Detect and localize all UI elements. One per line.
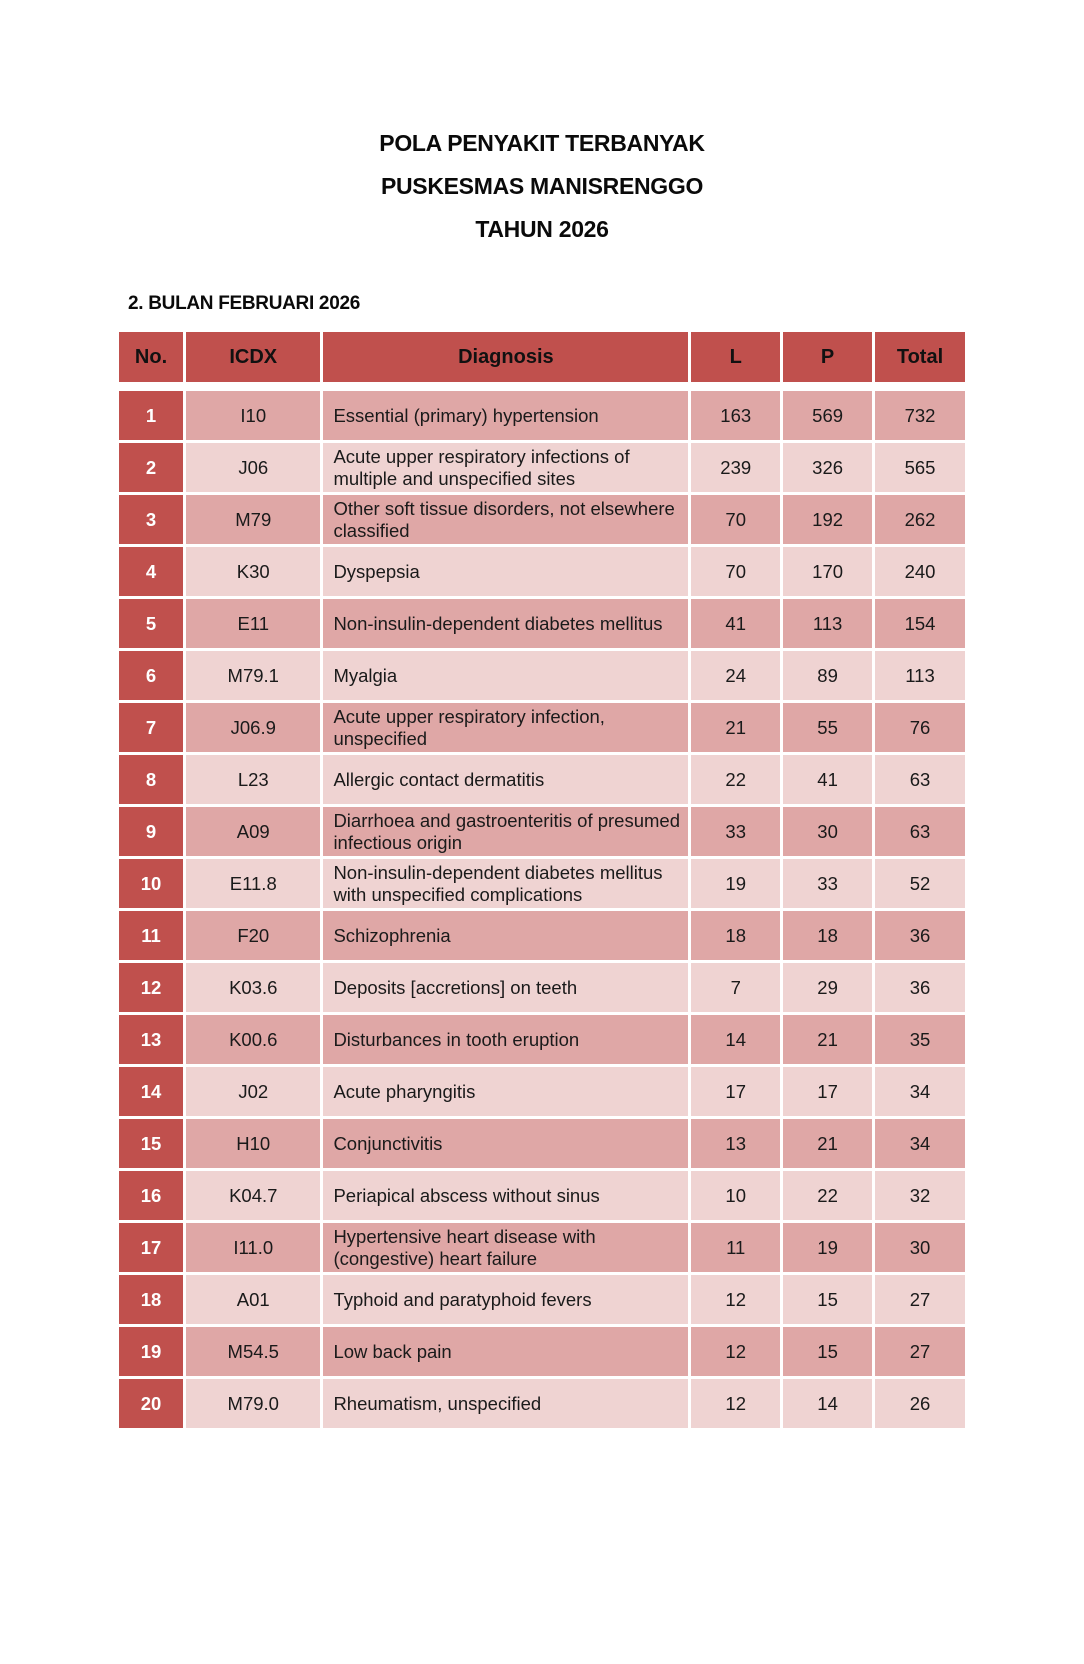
- disease-table: [116, 329, 968, 1431]
- cell-l: 33: [691, 807, 780, 856]
- cell-total: 34: [875, 1067, 965, 1116]
- cell-p: 326: [783, 443, 872, 492]
- cell-p: 569: [783, 391, 872, 440]
- cell-no: 2: [119, 443, 183, 492]
- table-row: [119, 1275, 965, 1324]
- cell-p: 21: [783, 1119, 872, 1168]
- cell-diagnosis: Schizophrenia: [323, 911, 688, 960]
- cell-no: 16: [119, 1171, 183, 1220]
- cell-p: 33: [783, 859, 872, 908]
- cell-no: 12: [119, 963, 183, 1012]
- cell-diagnosis: Typhoid and paratyphoid fevers: [323, 1275, 688, 1324]
- table-header: [119, 332, 965, 388]
- cell-no: 3: [119, 495, 183, 544]
- cell-no: 17: [119, 1223, 183, 1272]
- cell-diagnosis: Dyspepsia: [323, 547, 688, 596]
- header-p: P: [783, 332, 872, 382]
- cell-l: 7: [691, 963, 780, 1012]
- table-row: [119, 807, 965, 856]
- cell-l: 19: [691, 859, 780, 908]
- table-row: [119, 1379, 965, 1428]
- cell-p: 21: [783, 1015, 872, 1064]
- cell-no: 6: [119, 651, 183, 700]
- cell-diagnosis: Hypertensive heart disease with (congestive) heart failure: [323, 1223, 688, 1272]
- cell-icdx: K00.6: [186, 1015, 320, 1064]
- table-row: [119, 443, 965, 492]
- cell-diagnosis: Non-insulin-dependent diabetes mellitus: [323, 599, 688, 648]
- table-row: [119, 911, 965, 960]
- table-row: [119, 1223, 965, 1272]
- cell-total: 35: [875, 1015, 965, 1064]
- cell-total: 63: [875, 807, 965, 856]
- cell-p: 15: [783, 1275, 872, 1324]
- document-title: [0, 122, 1084, 251]
- cell-no: 11: [119, 911, 183, 960]
- table-row: [119, 1171, 965, 1220]
- title-line-2: PUSKESMAS MANISRENGGO: [380, 173, 704, 199]
- cell-diagnosis: Acute pharyngitis: [323, 1067, 688, 1116]
- cell-total: 76: [875, 703, 965, 752]
- cell-l: 21: [691, 703, 780, 752]
- cell-total: 36: [875, 911, 965, 960]
- cell-l: 24: [691, 651, 780, 700]
- cell-no: 4: [119, 547, 183, 596]
- cell-icdx: I10: [186, 391, 320, 440]
- cell-total: 154: [875, 599, 965, 648]
- cell-p: 17: [783, 1067, 872, 1116]
- cell-l: 239: [691, 443, 780, 492]
- cell-diagnosis: Myalgia: [323, 651, 688, 700]
- cell-total: 63: [875, 755, 965, 804]
- cell-l: 70: [691, 547, 780, 596]
- cell-diagnosis: Acute upper respiratory infections of multiple and unspecified sites: [323, 443, 688, 492]
- header-no: No.: [119, 332, 183, 382]
- cell-no: 18: [119, 1275, 183, 1324]
- cell-total: 26: [875, 1379, 965, 1428]
- cell-diagnosis: Deposits [accretions] on teeth: [323, 963, 688, 1012]
- spacer-cell: [119, 385, 965, 388]
- cell-l: 22: [691, 755, 780, 804]
- cell-icdx: K04.7: [186, 1171, 320, 1220]
- table-row: [119, 651, 965, 700]
- cell-icdx: K03.6: [186, 963, 320, 1012]
- cell-no: 7: [119, 703, 183, 752]
- cell-diagnosis: Periapical abscess without sinus: [323, 1171, 688, 1220]
- cell-l: 12: [691, 1275, 780, 1324]
- table-row: [119, 391, 965, 440]
- cell-diagnosis: Conjunctivitis: [323, 1119, 688, 1168]
- cell-p: 14: [783, 1379, 872, 1428]
- table-row: [119, 859, 965, 908]
- cell-no: 5: [119, 599, 183, 648]
- cell-p: 113: [783, 599, 872, 648]
- cell-icdx: M79.0: [186, 1379, 320, 1428]
- cell-total: 732: [875, 391, 965, 440]
- header-row: [119, 332, 965, 382]
- cell-icdx: H10: [186, 1119, 320, 1168]
- cell-diagnosis: Essential (primary) hypertension: [323, 391, 688, 440]
- cell-total: 262: [875, 495, 965, 544]
- header-icdx: ICDX: [186, 332, 320, 382]
- cell-no: 13: [119, 1015, 183, 1064]
- cell-p: 29: [783, 963, 872, 1012]
- cell-l: 14: [691, 1015, 780, 1064]
- cell-p: 15: [783, 1327, 872, 1376]
- cell-total: 34: [875, 1119, 965, 1168]
- cell-icdx: J06.9: [186, 703, 320, 752]
- cell-p: 170: [783, 547, 872, 596]
- disease-table-container: [119, 332, 965, 1431]
- cell-icdx: A01: [186, 1275, 320, 1324]
- cell-icdx: M54.5: [186, 1327, 320, 1376]
- table-row: [119, 495, 965, 544]
- cell-diagnosis: Diarrhoea and gastroenteritis of presumed infectious origin: [323, 807, 688, 856]
- cell-diagnosis: Acute upper respiratory infection, unspecified: [323, 703, 688, 752]
- table-row: [119, 1015, 965, 1064]
- cell-total: 565: [875, 443, 965, 492]
- table-row: [119, 599, 965, 648]
- cell-p: 30: [783, 807, 872, 856]
- cell-p: 192: [783, 495, 872, 544]
- title-line-1: POLA PENYAKIT TERBANYAK: [379, 130, 705, 156]
- table-body: [119, 391, 965, 1428]
- cell-total: 32: [875, 1171, 965, 1220]
- cell-diagnosis: Disturbances in tooth eruption: [323, 1015, 688, 1064]
- cell-icdx: M79: [186, 495, 320, 544]
- cell-diagnosis: Allergic contact dermatitis: [323, 755, 688, 804]
- table-row: [119, 547, 965, 596]
- table-row: [119, 1119, 965, 1168]
- cell-diagnosis: Low back pain: [323, 1327, 688, 1376]
- cell-no: 14: [119, 1067, 183, 1116]
- cell-total: 52: [875, 859, 965, 908]
- cell-no: 8: [119, 755, 183, 804]
- cell-diagnosis: Rheumatism, unspecified: [323, 1379, 688, 1428]
- section-heading: 2. BULAN FEBRUARI 2026: [128, 293, 361, 314]
- cell-l: 11: [691, 1223, 780, 1272]
- cell-icdx: J06: [186, 443, 320, 492]
- cell-p: 55: [783, 703, 872, 752]
- header-l: L: [691, 332, 780, 382]
- cell-icdx: E11.8: [186, 859, 320, 908]
- title-line-3: TAHUN 2026: [475, 216, 609, 242]
- table-row: [119, 1327, 965, 1376]
- cell-icdx: I11.0: [186, 1223, 320, 1272]
- table-row: [119, 1067, 965, 1116]
- table-row: [119, 963, 965, 1012]
- cell-p: 22: [783, 1171, 872, 1220]
- header-diagnosis: Diagnosis: [323, 332, 688, 382]
- cell-l: 12: [691, 1379, 780, 1428]
- table-row: [119, 755, 965, 804]
- cell-p: 41: [783, 755, 872, 804]
- cell-no: 15: [119, 1119, 183, 1168]
- cell-l: 17: [691, 1067, 780, 1116]
- table-row: [119, 703, 965, 752]
- cell-diagnosis: Non-insulin-dependent diabetes mellitus with unspecified complications: [323, 859, 688, 908]
- cell-l: 18: [691, 911, 780, 960]
- cell-l: 12: [691, 1327, 780, 1376]
- cell-total: 113: [875, 651, 965, 700]
- cell-p: 18: [783, 911, 872, 960]
- cell-no: 1: [119, 391, 183, 440]
- cell-icdx: M79.1: [186, 651, 320, 700]
- cell-icdx: L23: [186, 755, 320, 804]
- cell-total: 30: [875, 1223, 965, 1272]
- cell-l: 10: [691, 1171, 780, 1220]
- cell-icdx: E11: [186, 599, 320, 648]
- cell-no: 9: [119, 807, 183, 856]
- cell-no: 20: [119, 1379, 183, 1428]
- cell-p: 19: [783, 1223, 872, 1272]
- cell-icdx: J02: [186, 1067, 320, 1116]
- header-spacer: [119, 385, 965, 388]
- cell-no: 19: [119, 1327, 183, 1376]
- cell-icdx: K30: [186, 547, 320, 596]
- cell-icdx: F20: [186, 911, 320, 960]
- cell-total: 240: [875, 547, 965, 596]
- cell-no: 10: [119, 859, 183, 908]
- cell-l: 41: [691, 599, 780, 648]
- cell-l: 70: [691, 495, 780, 544]
- cell-icdx: A09: [186, 807, 320, 856]
- cell-total: 27: [875, 1275, 965, 1324]
- cell-total: 36: [875, 963, 965, 1012]
- header-total: Total: [875, 332, 965, 382]
- cell-diagnosis: Other soft tissue disorders, not elsewhere classified: [323, 495, 688, 544]
- cell-p: 89: [783, 651, 872, 700]
- cell-l: 163: [691, 391, 780, 440]
- cell-total: 27: [875, 1327, 965, 1376]
- cell-l: 13: [691, 1119, 780, 1168]
